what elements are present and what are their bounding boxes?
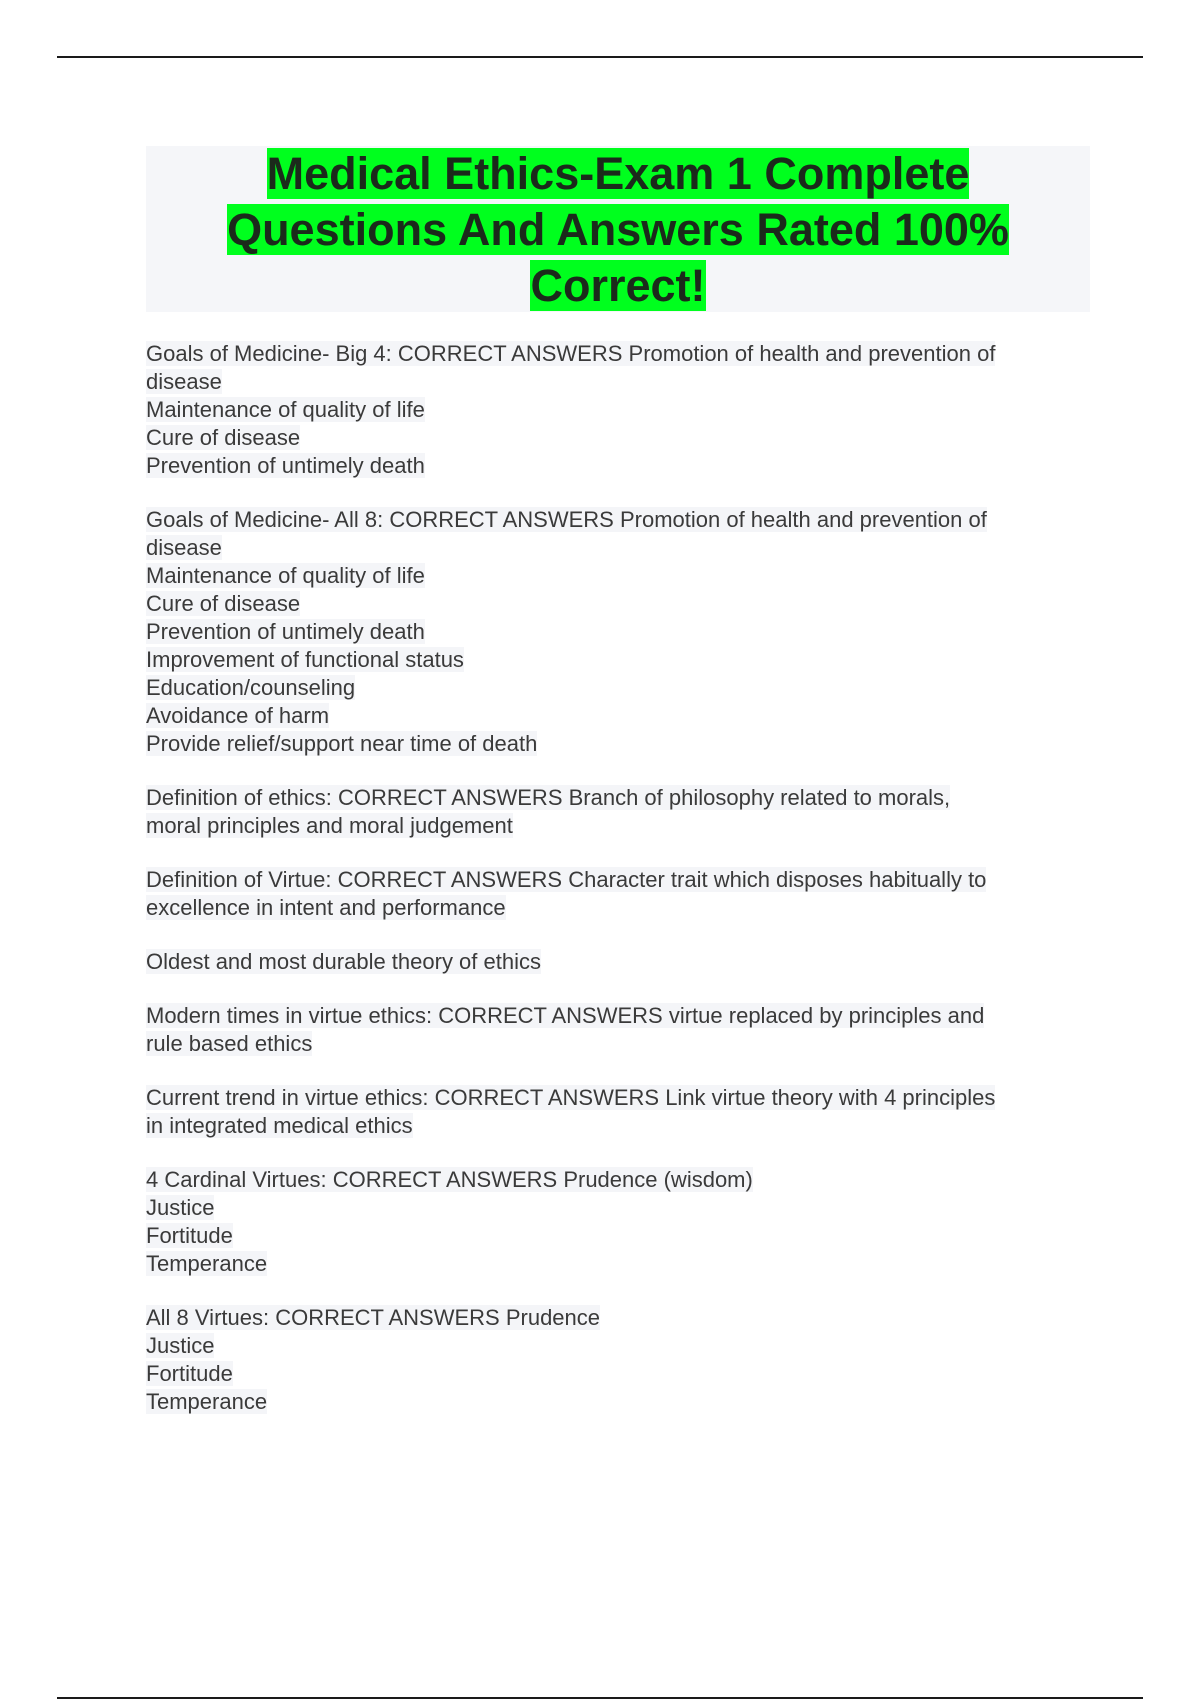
qa-entry-all-8-virtues bbox=[146, 1304, 1090, 1416]
entry-line: Improvement of functional status bbox=[146, 647, 464, 672]
entry-line: Goals of Medicine- Big 4: CORRECT ANSWERS Promotion of health and prevention of bbox=[146, 341, 996, 366]
entry-line: Fortitude bbox=[146, 1223, 233, 1248]
footer-rule bbox=[57, 1697, 1143, 1699]
entry-line: Maintenance of quality of life bbox=[146, 397, 425, 422]
title-line-2: Questions And Answers Rated 100% bbox=[227, 204, 1009, 255]
entry-line: Definition of ethics: CORRECT ANSWERS Branch of philosophy related to morals, bbox=[146, 785, 951, 810]
entry-line: Justice bbox=[146, 1333, 215, 1358]
qa-entry-goals-big-4 bbox=[146, 340, 1090, 480]
entry-line: Cure of disease bbox=[146, 591, 301, 616]
entry-line: Temperance bbox=[146, 1389, 268, 1414]
entry-line: 4 Cardinal Virtues: CORRECT ANSWERS Prudence (wisdom) bbox=[146, 1167, 753, 1192]
qa-entry-current-trend bbox=[146, 1084, 1090, 1140]
entry-line: rule based ethics bbox=[146, 1031, 313, 1056]
qa-entry-oldest-theory bbox=[146, 948, 1090, 976]
document-body bbox=[146, 340, 1090, 1442]
entry-line: Provide relief/support near time of death bbox=[146, 731, 538, 756]
entry-line: Current trend in virtue ethics: CORRECT ANSWERS Link virtue theory with 4 principles bbox=[146, 1085, 996, 1110]
title-line-3: Correct! bbox=[530, 260, 706, 311]
entry-line: All 8 Virtues: CORRECT ANSWERS Prudence bbox=[146, 1305, 601, 1330]
document-title bbox=[146, 146, 1090, 312]
entry-line: Oldest and most durable theory of ethics bbox=[146, 949, 541, 974]
entry-line: Prevention of untimely death bbox=[146, 453, 425, 478]
entry-line: Cure of disease bbox=[146, 425, 301, 450]
entry-line: disease bbox=[146, 369, 222, 394]
entry-line: Avoidance of harm bbox=[146, 703, 330, 728]
header-rule bbox=[57, 56, 1143, 58]
entry-line: Justice bbox=[146, 1195, 215, 1220]
entry-line: Modern times in virtue ethics: CORRECT ANSWERS virtue replaced by principles and bbox=[146, 1003, 985, 1028]
qa-entry-cardinal-virtues bbox=[146, 1166, 1090, 1278]
entry-line: Education/counseling bbox=[146, 675, 356, 700]
entry-line: Prevention of untimely death bbox=[146, 619, 425, 644]
qa-entry-definition-virtue bbox=[146, 866, 1090, 922]
qa-entry-goals-all-8 bbox=[146, 506, 1090, 758]
entry-line: Fortitude bbox=[146, 1361, 233, 1386]
entry-line: moral principles and moral judgement bbox=[146, 813, 513, 838]
qa-entry-modern-times bbox=[146, 1002, 1090, 1058]
entry-line: excellence in intent and performance bbox=[146, 895, 506, 920]
entry-line: Goals of Medicine- All 8: CORRECT ANSWERS Promotion of health and prevention of bbox=[146, 507, 987, 532]
entry-line: disease bbox=[146, 535, 222, 560]
entry-line: Definition of Virtue: CORRECT ANSWERS Character trait which disposes habitually to bbox=[146, 867, 987, 892]
title-line-1: Medical Ethics-Exam 1 Complete bbox=[266, 148, 970, 199]
entry-line: in integrated medical ethics bbox=[146, 1113, 413, 1138]
entry-line: Maintenance of quality of life bbox=[146, 563, 425, 588]
entry-line: Temperance bbox=[146, 1251, 268, 1276]
qa-entry-definition-ethics bbox=[146, 784, 1090, 840]
